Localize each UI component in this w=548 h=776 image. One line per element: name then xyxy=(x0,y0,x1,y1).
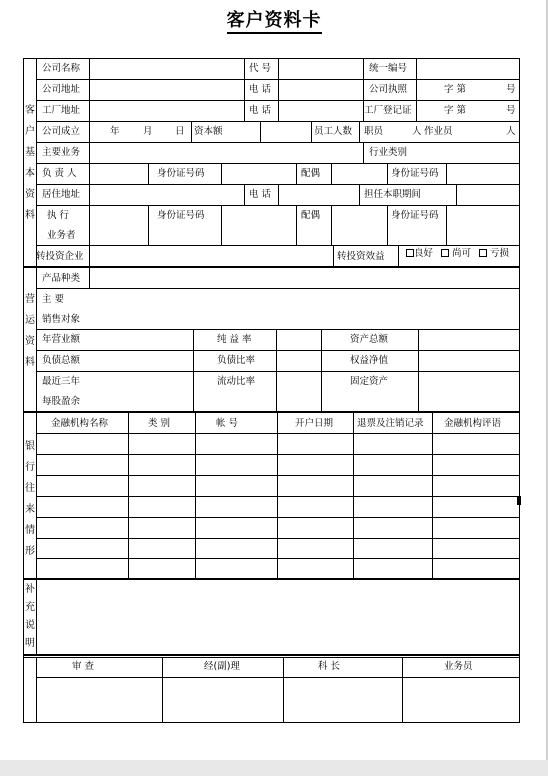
label-factory-reg: 工厂登记证 xyxy=(364,105,412,116)
checkbox-good[interactable] xyxy=(406,249,414,257)
page-bottom-band xyxy=(0,760,548,776)
label-debt-ratio: 负债比率 xyxy=(217,355,256,366)
label-id-number-1: 身份证号码 xyxy=(157,168,205,179)
label-company-name: 公司名称 xyxy=(42,63,81,74)
bank-header-account: 帐 号 xyxy=(216,418,239,429)
option-loss[interactable]: 亏损 xyxy=(479,248,509,260)
label-tenure: 担任本职期间 xyxy=(364,189,422,200)
founded-month: 月 xyxy=(143,126,153,137)
label-employees: 员工人数 xyxy=(314,126,353,137)
label-executive-2: 业务者 xyxy=(47,230,76,241)
label-main-business: 主要业务 xyxy=(42,147,81,158)
label-spouse-2: 配偶 xyxy=(301,210,321,221)
label-annual-revenue: 年营业额 xyxy=(42,334,81,345)
label-id-number-4: 身份证号码 xyxy=(391,210,439,221)
label-phone-2: 电 话 xyxy=(249,105,272,116)
approval-header-manager: 经(副)理 xyxy=(204,661,240,672)
checkbox-loss[interactable] xyxy=(479,249,487,257)
approval-header-sales: 业务员 xyxy=(444,661,473,672)
label-unified-no: 统一编号 xyxy=(369,63,408,74)
label-workers: 作业员 xyxy=(424,126,453,137)
label-capital: 资本额 xyxy=(194,126,223,137)
label-total-liabilities: 负债总额 xyxy=(42,355,81,366)
staff-persons: 人 xyxy=(412,126,422,137)
checkbox-fair[interactable] xyxy=(441,249,449,257)
label-main-1: 主 要 xyxy=(42,294,65,305)
approval-header-section-chief: 科 长 xyxy=(318,661,341,672)
bank-header-open-date: 开户日期 xyxy=(295,418,334,429)
label-company-license: 公司执照 xyxy=(369,84,408,95)
label-company-address: 公司地址 xyxy=(42,84,81,95)
license-number: 号 xyxy=(506,84,516,95)
license-word: 字 第 xyxy=(444,84,467,95)
label-investment: 转投资企业 xyxy=(36,251,84,262)
label-net-worth: 权益净值 xyxy=(350,355,389,366)
label-fixed-assets: 固定资产 xyxy=(350,376,389,387)
label-residence: 居住地址 xyxy=(42,189,81,200)
page-title: 客户资料卡 xyxy=(0,6,548,32)
label-eps-1: 最近三年 xyxy=(42,376,81,387)
label-products: 产品种类 xyxy=(42,273,81,284)
label-spouse-1: 配偶 xyxy=(301,168,321,179)
label-net-margin: 纯 益 率 xyxy=(217,334,252,345)
section-basic-label: 客 户 基 本 资 料 xyxy=(25,105,35,221)
label-investment-benefit: 转投资效益 xyxy=(337,251,385,262)
label-staff: 职员 xyxy=(364,126,384,137)
label-main-2: 销售对象 xyxy=(42,314,81,325)
label-responsible: 负 责 人 xyxy=(42,168,77,179)
reg-number: 号 xyxy=(506,105,516,116)
option-fair[interactable]: 尚可 xyxy=(441,248,471,260)
label-phone: 电 话 xyxy=(249,84,272,95)
section-bank-label: 银 行 往 来 情 形 xyxy=(25,441,35,557)
label-founded: 公司成立 xyxy=(42,126,81,137)
bank-header-name: 金融机构名称 xyxy=(51,418,109,429)
label-total-assets: 资产总额 xyxy=(350,334,389,345)
label-code: 代 号 xyxy=(249,63,272,74)
label-id-number-3: 身份证号码 xyxy=(157,210,205,221)
option-good[interactable]: 良好 xyxy=(406,248,433,260)
worker-persons: 人 xyxy=(506,126,516,137)
label-eps-2: 每股盈余 xyxy=(42,396,81,407)
bank-header-bounce: 退票及注销记录 xyxy=(357,418,424,429)
founded-year: 年 xyxy=(110,126,120,137)
label-industry: 行业类别 xyxy=(369,147,408,158)
section-supplement-label: 补 充 说 明 xyxy=(25,584,35,649)
customer-card-form xyxy=(23,58,520,723)
label-id-number-2: 身份证号码 xyxy=(391,168,439,179)
label-factory-address: 工厂地址 xyxy=(42,105,81,116)
section-operation-label: 营 运 资 料 xyxy=(25,294,35,368)
label-executive-1: 执 行 xyxy=(47,210,70,221)
label-phone-3: 电 话 xyxy=(249,189,272,200)
founded-day: 日 xyxy=(175,126,185,137)
reg-word: 字 第 xyxy=(444,105,467,116)
resize-handle[interactable] xyxy=(517,496,521,505)
bank-header-comment: 金融机构评语 xyxy=(444,418,502,429)
bank-header-type: 类 别 xyxy=(148,418,171,429)
approval-header-review: 审 查 xyxy=(72,661,95,672)
label-liquidity-ratio: 流动比率 xyxy=(217,376,256,387)
